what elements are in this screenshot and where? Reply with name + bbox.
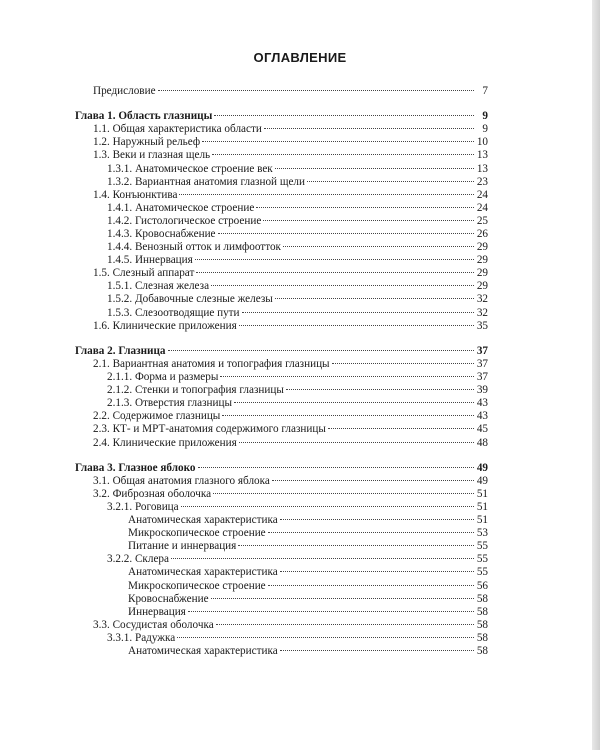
- dot-leader: [213, 492, 474, 494]
- dot-leader: [188, 610, 474, 612]
- dot-leader: [268, 584, 474, 586]
- entry-label: 1.5.2. Добавочные слезные железы: [107, 293, 273, 305]
- dot-leader: [177, 636, 474, 638]
- toc-entry: [93, 266, 488, 280]
- entry-page-number: 37: [476, 345, 488, 357]
- entry-page-number: 32: [476, 293, 488, 305]
- entry-page-number: 58: [476, 593, 488, 605]
- entry-page-number: 55: [476, 553, 488, 565]
- dot-leader: [214, 114, 474, 116]
- entry-page-number: 7: [482, 85, 488, 97]
- entry-page-number: 56: [476, 580, 488, 592]
- dot-leader: [280, 570, 474, 572]
- entry-label: 2.1. Вариантная анатомия и топография глазницы: [93, 358, 330, 370]
- toc-entry: [93, 422, 488, 436]
- entry-label: 3.3. Сосудистая оболочка: [93, 619, 214, 631]
- entry-label: 1.4. Конъюнктива: [93, 189, 178, 201]
- dot-leader: [212, 153, 474, 155]
- dot-leader: [328, 427, 474, 429]
- dot-leader: [332, 362, 474, 364]
- dot-leader: [283, 245, 474, 247]
- entry-page-number: 53: [476, 527, 488, 539]
- entry-label: Иннервация: [128, 606, 186, 618]
- entry-page-number: 9: [482, 123, 488, 135]
- dot-leader: [239, 324, 474, 326]
- entry-page-number: 45: [476, 423, 488, 435]
- entry-page-number: 23: [476, 176, 488, 188]
- dot-leader: [179, 193, 474, 195]
- toc-entry: [93, 618, 488, 632]
- toc-entry: [128, 579, 488, 593]
- toc-entry: [107, 370, 488, 384]
- entry-page-number: 9: [482, 110, 488, 122]
- entry-label: 2.1.2. Стенки и топография глазницы: [107, 384, 284, 396]
- entry-label: Микроскопическое строение: [128, 527, 266, 539]
- page-title: ОГЛАВЛЕНИЕ: [253, 50, 347, 65]
- toc-entry: [128, 539, 488, 553]
- entry-page-number: 37: [476, 358, 488, 370]
- entry-label: 1.3. Веки и глазная щель: [93, 149, 211, 161]
- entry-page-number: 58: [476, 619, 488, 631]
- chapter-entry: [75, 344, 488, 358]
- entry-label: 1.5.1. Слезная железа: [107, 280, 210, 292]
- entry-label: 1.2. Наружный рельеф: [93, 136, 201, 148]
- toc-entry: [107, 396, 488, 410]
- entry-label: 1.6. Клинические приложения: [93, 320, 237, 332]
- entry-label: 3.3.1. Радужка: [107, 632, 176, 644]
- dot-leader: [239, 441, 474, 443]
- toc-entry: [107, 162, 488, 176]
- entry-label: 1.1. Общая характеристика области: [93, 123, 262, 135]
- entry-label: 2.1.3. Отверстия глазницы: [107, 397, 232, 409]
- toc-entry: [128, 513, 488, 527]
- toc-entry: [93, 188, 488, 202]
- toc-entry: [107, 175, 488, 189]
- entry-label: 2.1.1. Форма и размеры: [107, 371, 219, 383]
- entry-page-number: 26: [476, 228, 488, 240]
- entry-label: 3.2. Фиброзная оболочка: [93, 488, 212, 500]
- entry-label: 3.1. Общая анатомия глазного яблока: [93, 475, 270, 487]
- dot-leader: [275, 297, 474, 299]
- entry-page-number: 10: [476, 136, 488, 148]
- toc-entry: [107, 552, 488, 566]
- entry-page-number: 58: [476, 645, 488, 657]
- dot-leader: [211, 284, 474, 286]
- dot-leader: [171, 557, 474, 559]
- entry-label: Глава 2. Глазница: [75, 345, 166, 357]
- dot-leader: [211, 597, 474, 599]
- entry-page-number: 35: [476, 320, 488, 332]
- entry-page-number: 25: [476, 215, 488, 227]
- toc-entry: [107, 201, 488, 215]
- entry-label: Глава 1. Область глазницы: [75, 110, 213, 122]
- toc-entry: [128, 526, 488, 540]
- entry-page-number: 55: [476, 540, 488, 552]
- toc-entry: [93, 84, 488, 98]
- entry-page-number: 51: [476, 514, 488, 526]
- dot-leader: [196, 271, 474, 273]
- entry-label: 1.5. Слезный аппарат: [93, 267, 195, 279]
- entry-page-number: 29: [476, 254, 488, 266]
- dot-leader: [181, 505, 474, 507]
- toc-entry: [107, 292, 488, 306]
- toc-entry: [128, 644, 488, 658]
- entry-page-number: 48: [476, 437, 488, 449]
- dot-leader: [218, 232, 474, 234]
- toc-entry: [93, 474, 488, 488]
- entry-label: 1.4.3. Кровоснабжение: [107, 228, 216, 240]
- entry-page-number: 29: [476, 241, 488, 253]
- dot-leader: [307, 180, 474, 182]
- dot-leader: [234, 401, 474, 403]
- toc-entry: [107, 240, 488, 254]
- dot-leader: [216, 623, 474, 625]
- entry-page-number: 37: [476, 371, 488, 383]
- dot-leader: [280, 649, 474, 651]
- entry-label: Анатомическая характеристика: [128, 514, 278, 526]
- dot-leader: [222, 414, 474, 416]
- entry-page-number: 29: [476, 280, 488, 292]
- toc-entry: [128, 605, 488, 619]
- entry-page-number: 24: [476, 202, 488, 214]
- toc-entry: [93, 148, 488, 162]
- dot-leader: [280, 518, 474, 520]
- dot-leader: [168, 349, 475, 351]
- dot-leader: [220, 375, 474, 377]
- entry-page-number: 55: [476, 566, 488, 578]
- toc-entry: [107, 306, 488, 320]
- entry-page-number: 49: [476, 475, 488, 487]
- toc-entry: [93, 135, 488, 149]
- entry-label: 1.4.5. Иннервация: [107, 254, 193, 266]
- toc-entry: [107, 383, 488, 397]
- toc-entry: [93, 436, 488, 450]
- entry-label: 1.4.4. Венозный отток и лимфоотток: [107, 241, 281, 253]
- toc-entry: [93, 357, 488, 371]
- entry-page-number: 43: [476, 410, 488, 422]
- dot-leader: [158, 89, 474, 91]
- dot-leader: [242, 311, 474, 313]
- toc-entry: [93, 487, 488, 501]
- entry-label: Анатомическая характеристика: [128, 566, 278, 578]
- toc-entry: [107, 279, 488, 293]
- entry-page-number: 13: [476, 163, 488, 175]
- entry-page-number: 51: [476, 488, 488, 500]
- entry-label: Глава 3. Глазное яблоко: [75, 462, 196, 474]
- toc-entry: [107, 227, 488, 241]
- entry-label: 2.3. КТ- и МРТ-анатомия содержимого глазницы: [93, 423, 326, 435]
- dot-leader: [238, 544, 474, 546]
- entry-page-number: 51: [476, 501, 488, 513]
- dot-leader: [268, 531, 474, 533]
- toc-entry: [128, 565, 488, 579]
- entry-label: 2.2. Содержимое глазницы: [93, 410, 221, 422]
- entry-label: Кровоснабжение: [128, 593, 209, 605]
- toc-entry: [107, 214, 488, 228]
- entry-page-number: 58: [476, 632, 488, 644]
- chapter-entry: [75, 461, 488, 475]
- entry-page-number: 29: [476, 267, 488, 279]
- dot-leader: [263, 219, 474, 221]
- dot-leader: [264, 127, 474, 129]
- entry-page-number: 43: [476, 397, 488, 409]
- entry-label: 2.4. Клинические приложения: [93, 437, 237, 449]
- entry-label: 1.4.2. Гистологическое строение: [107, 215, 262, 227]
- chapter-entry: [75, 109, 488, 123]
- entry-label: 1.3.1. Анатомическое строение век: [107, 163, 273, 175]
- toc-entry: [107, 631, 488, 645]
- dot-leader: [286, 388, 474, 390]
- entry-label: Предисловие: [93, 85, 156, 97]
- dot-leader: [256, 206, 474, 208]
- entry-page-number: 39: [476, 384, 488, 396]
- toc-entry: [93, 122, 488, 136]
- entry-label: Питание и иннервация: [128, 540, 237, 552]
- toc-entry: [128, 592, 488, 606]
- dot-leader: [195, 258, 474, 260]
- entry-label: 1.5.3. Слезоотводящие пути: [107, 307, 240, 319]
- page-edge-shadow: [592, 0, 600, 750]
- dot-leader: [198, 466, 475, 468]
- entry-page-number: 13: [476, 149, 488, 161]
- entry-page-number: 32: [476, 307, 488, 319]
- toc-entry: [93, 319, 488, 333]
- toc-entry: [93, 409, 488, 423]
- entry-label: Микроскопическое строение: [128, 580, 266, 592]
- entry-page-number: 24: [476, 189, 488, 201]
- entry-label: 3.2.1. Роговица: [107, 501, 179, 513]
- dot-leader: [202, 140, 474, 142]
- entry-label: 1.4.1. Анатомическое строение: [107, 202, 255, 214]
- entry-label: 3.2.2. Склера: [107, 553, 169, 565]
- entry-label: Анатомическая характеристика: [128, 645, 278, 657]
- toc-entry: [107, 500, 488, 514]
- dot-leader: [275, 167, 474, 169]
- entry-page-number: 58: [476, 606, 488, 618]
- entry-label: 1.3.2. Вариантная анатомия глазной щели: [107, 176, 305, 188]
- dot-leader: [272, 479, 474, 481]
- entry-page-number: 49: [476, 462, 488, 474]
- toc-entry: [107, 253, 488, 267]
